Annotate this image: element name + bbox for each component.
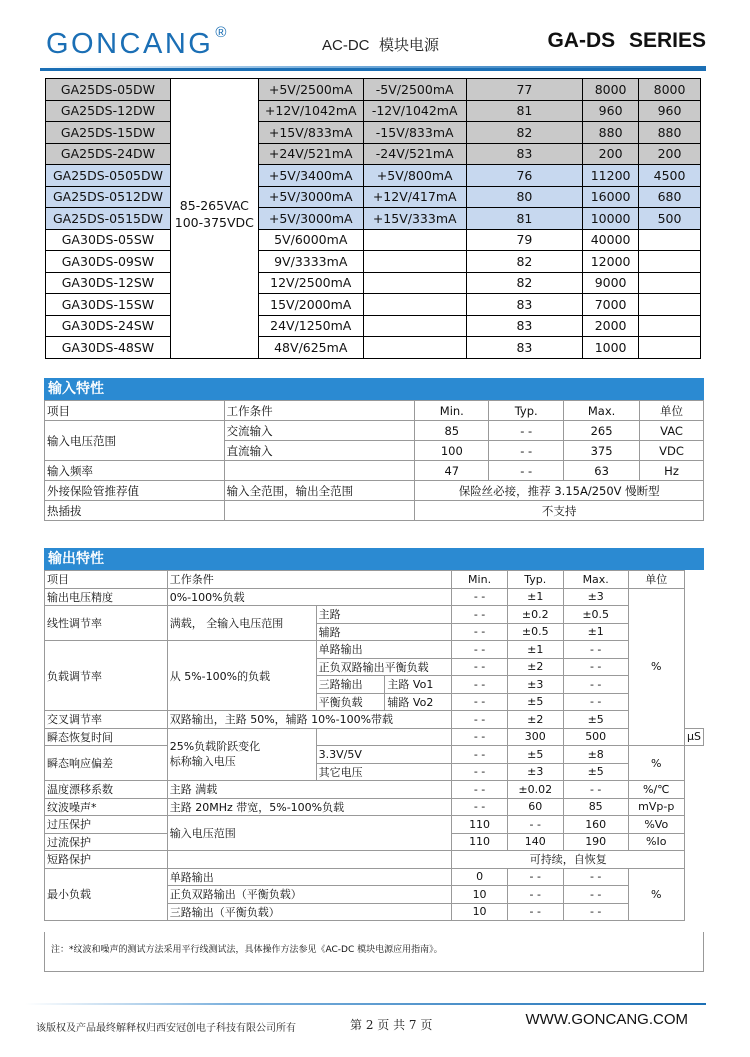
cond-cell <box>316 728 452 746</box>
capacitive-load-cell: 500 <box>639 208 701 230</box>
value-cell: ±0.2 <box>507 606 563 624</box>
model-cell: GA30DS-05SW <box>46 229 171 251</box>
value-cell: - - <box>452 693 507 711</box>
cond-cell: 辅路 <box>316 623 452 641</box>
table-row <box>46 229 701 251</box>
model-cell: GA30DS-24SW <box>46 315 171 337</box>
output2-cell: +5V/800mA <box>363 165 466 187</box>
value-cell: - - <box>507 868 563 886</box>
unit-cell: %Vo <box>628 816 685 834</box>
brand-name: GONCANG <box>46 28 214 60</box>
table-row <box>46 208 701 230</box>
output1-cell: 5V/6000mA <box>258 229 363 251</box>
capacitive-load-cell: 16000 <box>583 186 639 208</box>
input-table <box>44 400 704 521</box>
cond-cell: 其它电压 <box>316 763 452 781</box>
efficiency-cell: 76 <box>466 165 583 187</box>
value-cell: 190 <box>563 833 628 851</box>
subtitle-cn: 模块电源 <box>379 36 440 54</box>
capacitive-load-cell: 960 <box>583 100 639 122</box>
cond-cell: 输入全范围，输出全范围 <box>224 481 415 501</box>
table-row <box>46 315 701 337</box>
value-cell: 60 <box>507 798 563 816</box>
output2-cell <box>363 315 466 337</box>
table-row <box>46 272 701 294</box>
value-cell: - - <box>452 711 507 729</box>
table-row <box>46 186 701 208</box>
efficiency-cell: 81 <box>466 208 583 230</box>
output2-cell <box>363 251 466 273</box>
value-cell: - - <box>452 798 507 816</box>
header-cell: 单位 <box>628 571 685 589</box>
cond-cell: 三路输出 <box>316 676 385 694</box>
unit-cell: μS <box>685 728 704 746</box>
table-row <box>45 868 704 886</box>
header-subtitle <box>322 34 439 55</box>
model-cell: GA25DS-15DW <box>46 122 171 144</box>
efficiency-cell: 82 <box>466 251 583 273</box>
recovery-cond-line1: 25%负载阶跃变化 <box>169 740 261 754</box>
value-cell: - - <box>452 606 507 624</box>
table-row <box>45 571 704 589</box>
output2-cell: +15V/333mA <box>363 208 466 230</box>
value-cell: ±0.5 <box>563 606 628 624</box>
efficiency-cell: 80 <box>466 186 583 208</box>
unit-cell: mVp-p <box>628 798 685 816</box>
table-row <box>46 294 701 316</box>
value-cell: 10 <box>452 886 507 904</box>
output-table <box>44 570 704 921</box>
output2-cell: -15V/833mA <box>363 122 466 144</box>
capacitive-load-cell: 960 <box>639 100 701 122</box>
header-cell: 项目 <box>45 571 168 589</box>
value-cell: - - <box>563 693 628 711</box>
capacitive-load-cell <box>639 272 701 294</box>
header-cell: 项目 <box>45 401 225 421</box>
model-cell: GA25DS-12DW <box>46 100 171 122</box>
output2-cell: +12V/417mA <box>363 186 466 208</box>
cond-cell <box>224 501 415 521</box>
cond-cell: 交流输入 <box>224 421 415 441</box>
table-row <box>46 337 701 359</box>
cond-cell: 主路 <box>316 606 452 624</box>
value-cell: 265 <box>564 421 640 441</box>
capacitive-load-cell <box>639 294 701 316</box>
value-cell: - - <box>452 623 507 641</box>
table-row <box>45 728 704 746</box>
value-cell: 500 <box>563 728 628 746</box>
cond-cell: 满载， 全输入电压范围 <box>167 606 316 641</box>
capacitive-load-cell: 8000 <box>583 79 639 101</box>
efficiency-cell: 83 <box>466 337 583 359</box>
param-label: 线性调节率 <box>45 606 168 641</box>
table-row <box>46 100 701 122</box>
param-label: 交叉调节率 <box>45 711 168 729</box>
param-label: 输出电压精度 <box>45 588 168 606</box>
cond-cell: 平衡负载 <box>316 693 385 711</box>
capacitive-load-cell <box>639 251 701 273</box>
cond-cell: 双路输出，主路 50%，辅路 10%-100%带载 <box>167 711 452 729</box>
header-divider <box>40 68 706 71</box>
model-cell: GA30DS-12SW <box>46 272 171 294</box>
model-cell: GA30DS-48SW <box>46 337 171 359</box>
input-section-title: 输入特性 <box>44 378 704 400</box>
cond-cell: 正负双路输出平衡负载 <box>316 658 452 676</box>
capacitive-load-cell: 11200 <box>583 165 639 187</box>
value-cell: ±3 <box>563 588 628 606</box>
efficiency-cell: 77 <box>466 79 583 101</box>
param-label: 瞬态恢复时间 <box>45 728 168 746</box>
input-range-cell <box>170 79 258 359</box>
unit-cell: %/℃ <box>628 781 685 799</box>
value-cell: - - <box>563 903 628 921</box>
value-cell: - - <box>489 461 564 481</box>
table-row <box>45 481 704 501</box>
footnote: 注：*纹波和噪声的测试方法采用平行线测试法，具体操作方法参见《AC-DC 模块电源应用指南》。 <box>44 932 704 972</box>
output2-cell <box>363 294 466 316</box>
page-number: 第 2 页 共 7 页 <box>350 1018 433 1032</box>
unit-cell: %Io <box>628 833 685 851</box>
unit-cell: VAC <box>640 421 704 441</box>
table-row <box>45 711 704 729</box>
output2-cell: -12V/1042mA <box>363 100 466 122</box>
cond-cell <box>224 461 415 481</box>
output2-cell <box>363 272 466 294</box>
output1-cell: 12V/2500mA <box>258 272 363 294</box>
output1-cell: +5V/3000mA <box>258 186 363 208</box>
capacitive-load-cell: 880 <box>639 122 701 144</box>
copyright-text: 该版权及产品最终解释权归西安冠创电子科技有限公司所有 <box>36 1023 296 1034</box>
param-label: 输入电压范围 <box>45 421 225 461</box>
value-cell: ±3 <box>507 676 563 694</box>
table-row <box>45 461 704 481</box>
param-label: 外接保险管推荐值 <box>45 481 225 501</box>
efficiency-cell: 83 <box>466 294 583 316</box>
table-row <box>45 401 704 421</box>
value-cell: ±8 <box>563 746 628 764</box>
footer-divider <box>25 1003 706 1005</box>
recovery-cond-line2: 标称输入电压 <box>169 755 236 769</box>
value-cell: - - <box>507 886 563 904</box>
output1-cell: 24V/1250mA <box>258 315 363 337</box>
efficiency-cell: 82 <box>466 272 583 294</box>
brand-logo <box>46 24 229 61</box>
cond-cell: 0%-100%负载 <box>167 588 452 606</box>
cond-cell: 从 5%-100%的负载 <box>167 641 316 711</box>
value-cell: - - <box>563 886 628 904</box>
cond-cell: 单路输出 <box>167 868 452 886</box>
param-label: 负载调节率 <box>45 641 168 711</box>
value-cell: ±5 <box>563 711 628 729</box>
table-row <box>45 421 704 441</box>
value-cell: ±1 <box>507 641 563 659</box>
value-cell: ±5 <box>507 746 563 764</box>
efficiency-cell: 79 <box>466 229 583 251</box>
output-section-title: 输出特性 <box>44 548 704 570</box>
value-cell: 110 <box>452 833 507 851</box>
value-cell: 不支持 <box>415 501 704 521</box>
efficiency-cell: 81 <box>466 100 583 122</box>
header-cell: Max. <box>563 571 628 589</box>
cond-cell: 输入电压范围 <box>167 816 452 851</box>
model-cell: GA25DS-0505DW <box>46 165 171 187</box>
header-cell: Min. <box>452 571 507 589</box>
header-cell: 工作条件 <box>167 571 452 589</box>
param-label: 过压保护 <box>45 816 168 834</box>
capacitive-load-cell: 200 <box>639 143 701 165</box>
value-cell: 140 <box>507 833 563 851</box>
capacitive-load-cell <box>639 229 701 251</box>
model-cell: GA25DS-05DW <box>46 79 171 101</box>
output1-cell: +12V/1042mA <box>258 100 363 122</box>
param-label: 纹波噪声* <box>45 798 168 816</box>
value-cell: ±5 <box>507 693 563 711</box>
value-cell: ±2 <box>507 658 563 676</box>
table-row <box>46 79 701 101</box>
value-cell: 100 <box>415 441 489 461</box>
unit-cell: Hz <box>640 461 704 481</box>
header-cell: 工作条件 <box>224 401 415 421</box>
output2-cell <box>363 337 466 359</box>
input-range-ac: 85-265VAC <box>179 198 249 213</box>
value-cell: 47 <box>415 461 489 481</box>
value-cell: ±5 <box>563 763 628 781</box>
efficiency-cell: 82 <box>466 122 583 144</box>
output1-cell: +15V/833mA <box>258 122 363 144</box>
model-cell: GA30DS-09SW <box>46 251 171 273</box>
output1-cell: 48V/625mA <box>258 337 363 359</box>
output2-cell: -5V/2500mA <box>363 79 466 101</box>
table-row <box>45 588 704 606</box>
cond-cell: 正负双路输出（平衡负载） <box>167 886 452 904</box>
value-cell: - - <box>452 746 507 764</box>
cond-cell: 3.3V/5V <box>316 746 452 764</box>
unit-cell: % <box>628 868 685 921</box>
value-cell: 300 <box>507 728 563 746</box>
cond-cell: 直流输入 <box>224 441 415 461</box>
param-label: 温度漂移系数 <box>45 781 168 799</box>
table-row <box>45 641 704 659</box>
value-cell: 10 <box>452 903 507 921</box>
table-row <box>46 122 701 144</box>
capacitive-load-cell: 4500 <box>639 165 701 187</box>
value-cell: - - <box>507 903 563 921</box>
cond-cell: 三路输出（平衡负载） <box>167 903 452 921</box>
capacitive-load-cell: 9000 <box>583 272 639 294</box>
subtitle-en: AC-DC <box>322 37 370 54</box>
param-label: 热插拔 <box>45 501 225 521</box>
capacitive-load-cell <box>639 315 701 337</box>
table-row <box>46 165 701 187</box>
table-row <box>45 746 704 764</box>
registered-mark: ® <box>215 24 229 41</box>
param-label: 过流保护 <box>45 833 168 851</box>
table-row <box>45 798 704 816</box>
value-cell: - - <box>563 868 628 886</box>
output1-cell: 15V/2000mA <box>258 294 363 316</box>
capacitive-load-cell: 10000 <box>583 208 639 230</box>
capacitive-load-cell: 8000 <box>639 79 701 101</box>
output1-cell: +5V/3000mA <box>258 208 363 230</box>
value-cell: - - <box>563 676 628 694</box>
value-cell: - - <box>452 641 507 659</box>
capacitive-load-cell: 880 <box>583 122 639 144</box>
capacitive-load-cell: 2000 <box>583 315 639 337</box>
header-cell: Max. <box>564 401 640 421</box>
table-row <box>45 501 704 521</box>
value-cell: - - <box>452 763 507 781</box>
header-cell: Min. <box>415 401 489 421</box>
unit-cell: VDC <box>640 441 704 461</box>
cond-cell <box>167 728 316 781</box>
value-cell: - - <box>452 781 507 799</box>
value-cell: - - <box>452 676 507 694</box>
model-table <box>45 78 701 359</box>
unit-cell: % <box>628 746 685 781</box>
value-cell: 可持续，自恢复 <box>452 851 685 869</box>
header-cell: 单位 <box>640 401 704 421</box>
series-title: GA-DS SERIES <box>547 29 706 52</box>
value-cell: - - <box>507 816 563 834</box>
value-cell: - - <box>452 588 507 606</box>
value-cell: 375 <box>564 441 640 461</box>
capacitive-load-cell: 1000 <box>583 337 639 359</box>
cond-cell: 单路输出 <box>316 641 452 659</box>
table-row <box>45 606 704 624</box>
header-cell: Typ. <box>489 401 564 421</box>
value-cell: - - <box>563 781 628 799</box>
table-row <box>45 816 704 834</box>
value-cell: ±0.02 <box>507 781 563 799</box>
value-cell: 85 <box>415 421 489 441</box>
output1-cell: +24V/521mA <box>258 143 363 165</box>
table-row <box>45 851 704 869</box>
value-cell: - - <box>489 421 564 441</box>
output1-cell: +5V/2500mA <box>258 79 363 101</box>
value-cell: - - <box>563 641 628 659</box>
capacitive-load-cell: 12000 <box>583 251 639 273</box>
value-cell: ±3 <box>507 763 563 781</box>
model-cell: GA25DS-24DW <box>46 143 171 165</box>
capacitive-load-cell: 7000 <box>583 294 639 316</box>
model-cell: GA30DS-15SW <box>46 294 171 316</box>
header-cell: Typ. <box>507 571 563 589</box>
value-cell: 63 <box>564 461 640 481</box>
table-row <box>45 781 704 799</box>
cond-cell: 主路 Vo1 <box>385 676 452 694</box>
capacitive-load-cell: 40000 <box>583 229 639 251</box>
cond-cell <box>167 851 452 869</box>
param-label: 短路保护 <box>45 851 168 869</box>
value-cell: 保险丝必接，推荐 3.15A/250V 慢断型 <box>415 481 704 501</box>
website-link[interactable]: WWW.GONCANG.COM <box>525 1011 688 1028</box>
value-cell: 85 <box>563 798 628 816</box>
output1-cell: 9V/3333mA <box>258 251 363 273</box>
cond-cell: 辅路 Vo2 <box>385 693 452 711</box>
efficiency-cell: 83 <box>466 315 583 337</box>
value-cell: - - <box>452 658 507 676</box>
output2-cell: -24V/521mA <box>363 143 466 165</box>
unit-cell: % <box>628 588 685 746</box>
value-cell: - - <box>563 658 628 676</box>
capacitive-load-cell: 680 <box>639 186 701 208</box>
table-row <box>46 143 701 165</box>
value-cell: ±1 <box>507 588 563 606</box>
model-cell: GA25DS-0512DW <box>46 186 171 208</box>
value-cell: ±1 <box>563 623 628 641</box>
value-cell: - - <box>452 728 507 746</box>
input-range-dc: 100-375VDC <box>174 215 254 230</box>
value-cell: ±2 <box>507 711 563 729</box>
param-label: 最小负载 <box>45 868 168 921</box>
table-row <box>46 251 701 273</box>
value-cell: 160 <box>563 816 628 834</box>
efficiency-cell: 83 <box>466 143 583 165</box>
value-cell: 0 <box>452 868 507 886</box>
cond-cell: 主路 20MHz 带宽，5%-100%负载 <box>167 798 452 816</box>
model-cell: GA25DS-0515DW <box>46 208 171 230</box>
value-cell: 110 <box>452 816 507 834</box>
value-cell: ±0.5 <box>507 623 563 641</box>
cond-cell: 主路 满载 <box>167 781 452 799</box>
output1-cell: +5V/3400mA <box>258 165 363 187</box>
param-label: 输入频率 <box>45 461 225 481</box>
output2-cell <box>363 229 466 251</box>
param-label: 瞬态响应偏差 <box>45 746 168 781</box>
capacitive-load-cell <box>639 337 701 359</box>
value-cell: - - <box>489 441 564 461</box>
capacitive-load-cell: 200 <box>583 143 639 165</box>
